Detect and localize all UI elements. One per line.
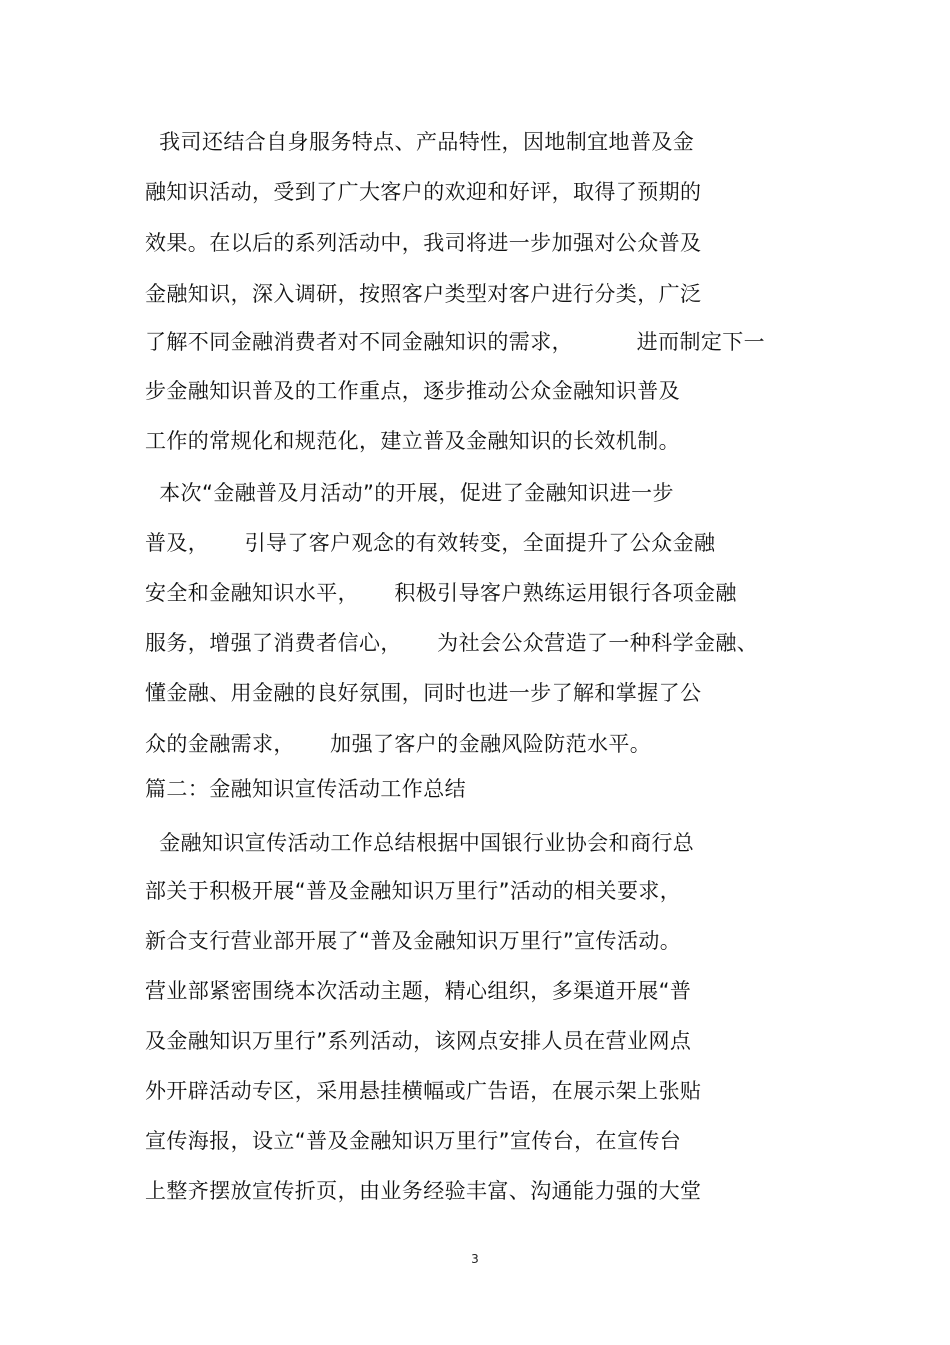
section-heading: 篇二：金融知识宣传活动工作总结 — [145, 777, 466, 801]
page-number: 3 — [471, 1252, 479, 1266]
text-line: 众的金融需求， 加强了客户的金融风险防范水平。 — [145, 732, 652, 756]
text-line: 本次“金融普及月活动”的开展，促进了金融知识进一步 — [145, 481, 674, 505]
text-line: 步金融知识普及的工作重点，逐步推动公众金融知识普及 — [145, 379, 680, 403]
text-line: 普及， 引导了客户观念的有效转变，全面提升了公众金融 — [145, 531, 716, 555]
text-line: 了解不同金融消费者对不同金融知识的需求， 进而制定下一 — [145, 330, 766, 354]
text-line: 新合支行营业部开展了“普及金融知识万里行”宣传活动。 — [145, 929, 682, 953]
text-line: 金融知识，深入调研，按照客户类型对客户进行分类，广泛 — [145, 282, 702, 306]
text-line: 服务，增强了消费者信心， 为社会公众营造了一种科学金融、 — [145, 631, 759, 655]
text-line: 及金融知识万里行”系列活动，该网点安排人员在营业网点 — [145, 1029, 692, 1053]
text-line: 安全和金融知识水平， 积极引导客户熟练运用银行各项金融 — [145, 581, 737, 605]
text-line: 上整齐摆放宣传折页，由业务经验丰富、沟通能力强的大堂 — [145, 1179, 702, 1203]
text-line: 宣传海报，设立“普及金融知识万里行”宣传台，在宣传台 — [145, 1129, 682, 1153]
text-line: 工作的常规化和规范化，建立普及金融知识的长效机制。 — [145, 429, 680, 453]
text-line: 部关于积极开展“普及金融知识万里行”活动的相关要求， — [145, 879, 682, 903]
text-line: 融知识活动，受到了广大客户的欢迎和好评，取得了预期的 — [145, 180, 702, 204]
text-line: 我司还结合自身服务特点、产品特性，因地制宜地普及金 — [145, 130, 695, 154]
text-line: 营业部紧密围绕本次活动主题，精心组织，多渠道开展“普 — [145, 979, 692, 1003]
text-line: 效果。在以后的系列活动中，我司将进一步加强对公众普及 — [145, 231, 702, 255]
text-line: 外开辟活动专区，采用悬挂横幅或广告语，在展示架上张贴 — [145, 1079, 702, 1103]
text-line: 金融知识宣传活动工作总结根据中国银行业协会和商行总 — [145, 831, 695, 855]
text-line: 懂金融、用金融的良好氛围，同时也进一步了解和掌握了公 — [145, 681, 702, 705]
